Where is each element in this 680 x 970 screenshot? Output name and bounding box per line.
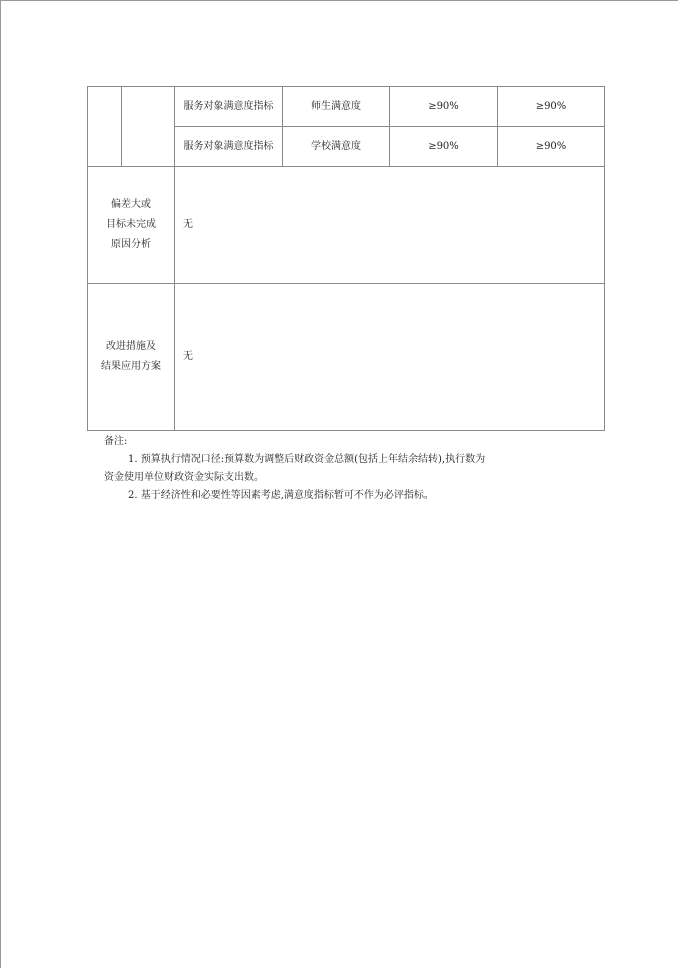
notes-title: 备注: (104, 436, 128, 447)
empty-cell-level2 (122, 87, 175, 167)
target-value-cell: ≥90% (390, 127, 498, 167)
sub-indicator-cell: 师生满意度 (283, 87, 390, 127)
improvement-label-line: 结果应用方案 (101, 361, 161, 372)
deviation-label-line: 原因分析 (111, 239, 151, 250)
indicator-label: 服务对象满意度指标 (183, 140, 274, 152)
performance-table (87, 86, 605, 431)
deviation-label-line: 目标未完成 (106, 219, 156, 230)
note-item-1: 1. 预算执行情况口径:预算数为调整后财政资金总额(包括上年结余结转),执行数为 (128, 454, 486, 465)
deviation-label-cell (88, 167, 175, 284)
deviation-row (88, 167, 605, 284)
note-item-1-continued: 资金使用单位财政资金实际支出数。 (104, 472, 264, 483)
indicator-cell (175, 127, 283, 167)
empty-cell-level1 (88, 87, 122, 167)
improvement-label-cell (88, 284, 175, 431)
deviation-label-line: 偏差大或 (111, 199, 151, 210)
note-item-2: 2. 基于经济性和必要性等因素考虑,满意度指标暂可不作为必评指标。 (128, 490, 434, 501)
table-row (88, 87, 605, 127)
improvement-label-line: 改进措施及 (106, 341, 156, 352)
improvement-value-cell: 无 (175, 284, 605, 431)
indicator-cell (175, 87, 283, 127)
target-value-cell: ≥90% (390, 87, 498, 127)
notes-section (104, 433, 594, 505)
sub-indicator-cell: 学校满意度 (283, 127, 390, 167)
actual-value-cell: ≥90% (498, 127, 605, 167)
deviation-value-cell: 无 (175, 167, 605, 284)
actual-value-cell: ≥90% (498, 87, 605, 127)
improvement-row (88, 284, 605, 431)
indicator-label: 服务对象满意度指标 (183, 100, 274, 112)
